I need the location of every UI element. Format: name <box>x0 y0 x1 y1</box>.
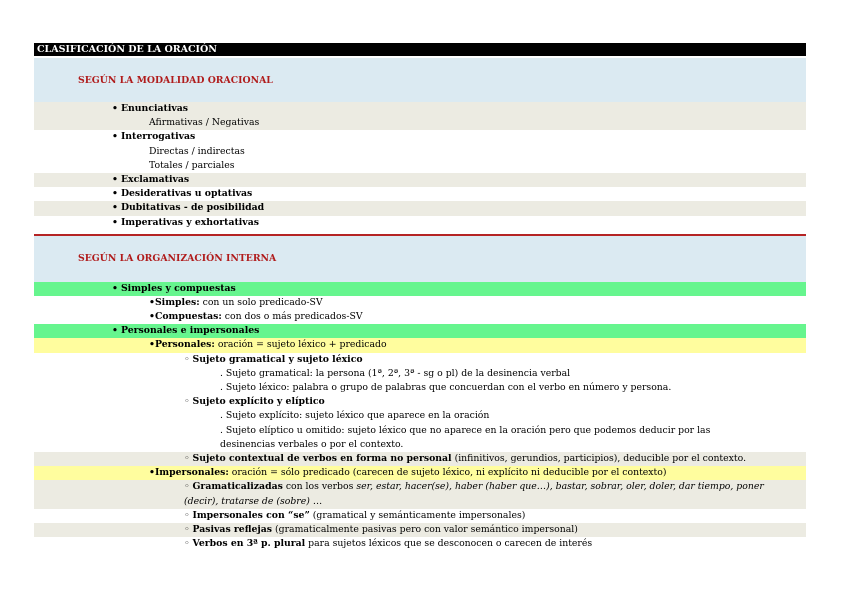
section-heading-organizacion <box>34 236 806 282</box>
bullet-icon: • <box>112 188 118 200</box>
list-item: desinencias verbales o por el contexto. <box>220 438 404 450</box>
list-item: . Sujeto explícito: sujeto léxico que aparece en la oración <box>220 410 490 422</box>
bullet-icon: • <box>112 282 118 294</box>
list-item: ◦ Impersonales con “se” (gramatical y semánticamente impersonales) <box>184 509 526 521</box>
list-item: •Impersonales: oración = sólo predicado (carecen de sujeto léxico, ni explícito ni deducible por el contexto) <box>34 466 806 480</box>
bullet-icon: • <box>112 173 118 185</box>
bullet-icon: • <box>149 339 155 351</box>
list-item: • Interrogativas <box>112 131 196 143</box>
bullet-icon: • <box>112 216 118 228</box>
list-item: •Personales: oración = sujeto léxico + predicado <box>34 338 806 352</box>
list-item: • Enunciativas <box>34 102 806 116</box>
section-heading-text: SEGÚN LA ORGANIZACIÓN INTERNA <box>78 253 277 265</box>
document-title: CLASIFICACIÓN DE LA ORACIÓN <box>34 43 806 56</box>
list-item: • Imperativas y exhortativas <box>112 216 259 228</box>
list-item: ◦ Verbos en 3ª p. plural para sujetos léxicos que se desconocen o carecen de interés <box>184 538 593 550</box>
list-item: ◦ Sujeto contextual de verbos en forma no personal (infinitivos, gerundios, participios), deducible por el contexto. <box>34 452 806 466</box>
bullet-icon: • <box>149 467 155 479</box>
bullet-icon: • <box>112 325 118 337</box>
list-item: •Simples: con un solo predicado-SV <box>149 296 323 308</box>
small-bullet-icon: ◦ <box>184 538 190 550</box>
list-item: . Sujeto gramatical: la persona (1ª, 2ª, 3ª - sg o pl) de la desinencia verbal <box>220 367 571 379</box>
list-item: ◦ Gramaticalizadas con los verbos ser, estar, hacer(se), haber (haber que…), bastar, sobrar, oler, doler, dar tiempo, poner (decir), tratarse de (sobre) … <box>34 480 806 508</box>
document <box>34 43 806 551</box>
list-item: . Sujeto elíptico u omitido: sujeto léxico que no aparece en la oración pero que podemos deducir por las <box>220 424 711 436</box>
list-item: •Compuestas: con dos o más predicados-SV <box>149 311 363 323</box>
list-item: ◦ Pasivas reflejas (gramaticalmente pasivas pero con valor semántico impersonal) <box>34 523 806 537</box>
list-item: • Exclamativas <box>34 173 806 187</box>
list-item: Totales / parciales <box>149 159 235 171</box>
bullet-icon: • <box>149 296 155 308</box>
small-bullet-icon: ◦ <box>184 523 190 535</box>
section-heading-modalidad <box>34 58 806 102</box>
bullet-icon: • <box>149 311 155 323</box>
small-bullet-icon: ◦ <box>184 481 190 493</box>
small-bullet-icon: ◦ <box>184 452 190 464</box>
small-bullet-icon: ◦ <box>184 396 190 408</box>
list-item: Directas / indirectas <box>149 145 245 157</box>
bullet-icon: • <box>112 131 118 143</box>
list-item: ◦ Sujeto gramatical y sujeto léxico <box>184 353 363 365</box>
list-item: ◦ Sujeto explícito y elíptico <box>184 396 325 408</box>
bullet-icon: • <box>112 202 118 214</box>
small-bullet-icon: ◦ <box>184 509 190 521</box>
list-item: • Personales e impersonales <box>34 324 806 338</box>
list-item: . Sujeto léxico: palabra o grupo de palabras que concuerdan con el verbo en número y persona. <box>220 382 672 393</box>
list-item: Afirmativas / Negativas <box>34 116 806 130</box>
small-bullet-icon: ◦ <box>184 353 190 365</box>
section-heading-text: SEGÚN LA MODALIDAD ORACIONAL <box>78 74 273 86</box>
list-item: • Desiderativas u optativas <box>112 188 253 200</box>
list-item: • Simples y compuestas <box>34 282 806 296</box>
bullet-icon: • <box>112 103 118 114</box>
list-item: • Dubitativas - de posibilidad <box>34 201 806 215</box>
